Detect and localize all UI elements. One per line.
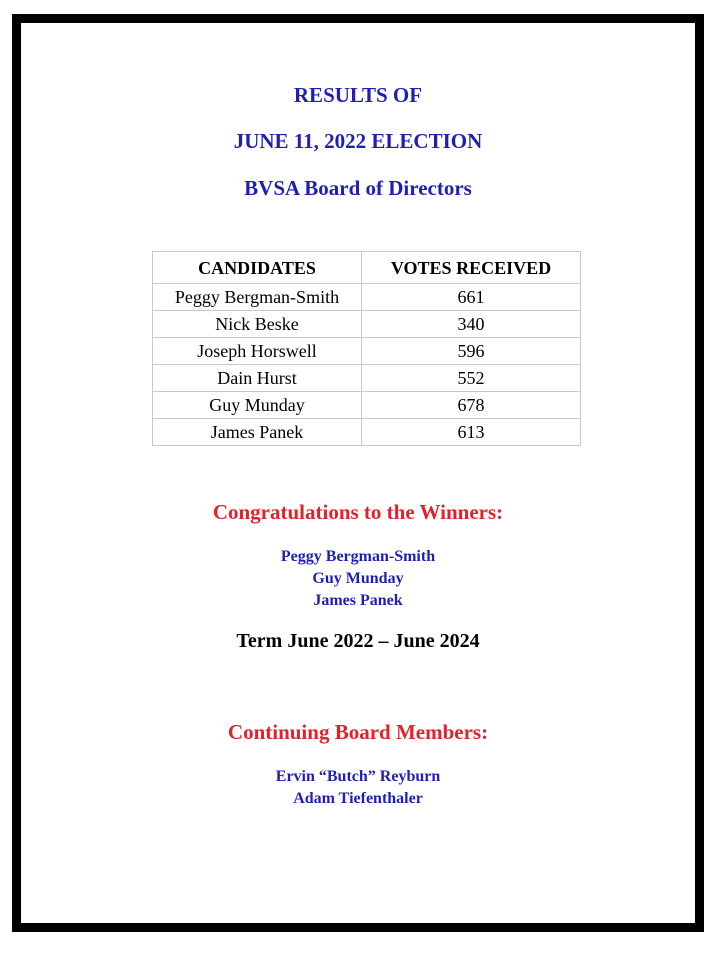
table-header-row (153, 252, 581, 284)
candidate-name: James Panek (153, 419, 362, 446)
candidate-name: Dain Hurst (153, 365, 362, 392)
table-row (153, 419, 581, 446)
winners-heading: Congratulations to the Winners: (212, 500, 504, 524)
candidate-votes: 661 (362, 284, 581, 311)
title-results-of: RESULTS OF (293, 83, 423, 107)
winner-name: James Panek (313, 592, 403, 609)
candidate-votes: 613 (362, 419, 581, 446)
candidate-votes: 596 (362, 338, 581, 365)
continuing-member-name: Adam Tiefenthaler (293, 790, 423, 807)
candidate-votes: 552 (362, 365, 581, 392)
table-row (153, 284, 581, 311)
title-board: BVSA Board of Directors (244, 176, 472, 200)
table-row (153, 338, 581, 365)
continuing-member-name: Ervin “Butch” Reyburn (275, 768, 441, 785)
header-candidates: CANDIDATES (153, 252, 362, 284)
winner-name: Peggy Bergman-Smith (280, 548, 436, 565)
candidate-name: Nick Beske (153, 311, 362, 338)
candidate-votes: 340 (362, 311, 581, 338)
document-frame (12, 14, 704, 932)
continuing-heading: Continuing Board Members: (227, 720, 489, 744)
table-row (153, 311, 581, 338)
results-table (152, 251, 581, 446)
term-text: Term June 2022 – June 2024 (236, 630, 480, 652)
continuing-list (21, 766, 695, 810)
winners-list (21, 546, 695, 612)
winner-name: Guy Munday (312, 570, 404, 587)
candidate-name: Joseph Horswell (153, 338, 362, 365)
table-row (153, 365, 581, 392)
header-votes: VOTES RECEIVED (362, 252, 581, 284)
candidate-name: Peggy Bergman-Smith (153, 284, 362, 311)
candidate-votes: 678 (362, 392, 581, 419)
candidate-name: Guy Munday (153, 392, 362, 419)
table-row (153, 392, 581, 419)
title-election-date: JUNE 11, 2022 ELECTION (233, 129, 483, 153)
